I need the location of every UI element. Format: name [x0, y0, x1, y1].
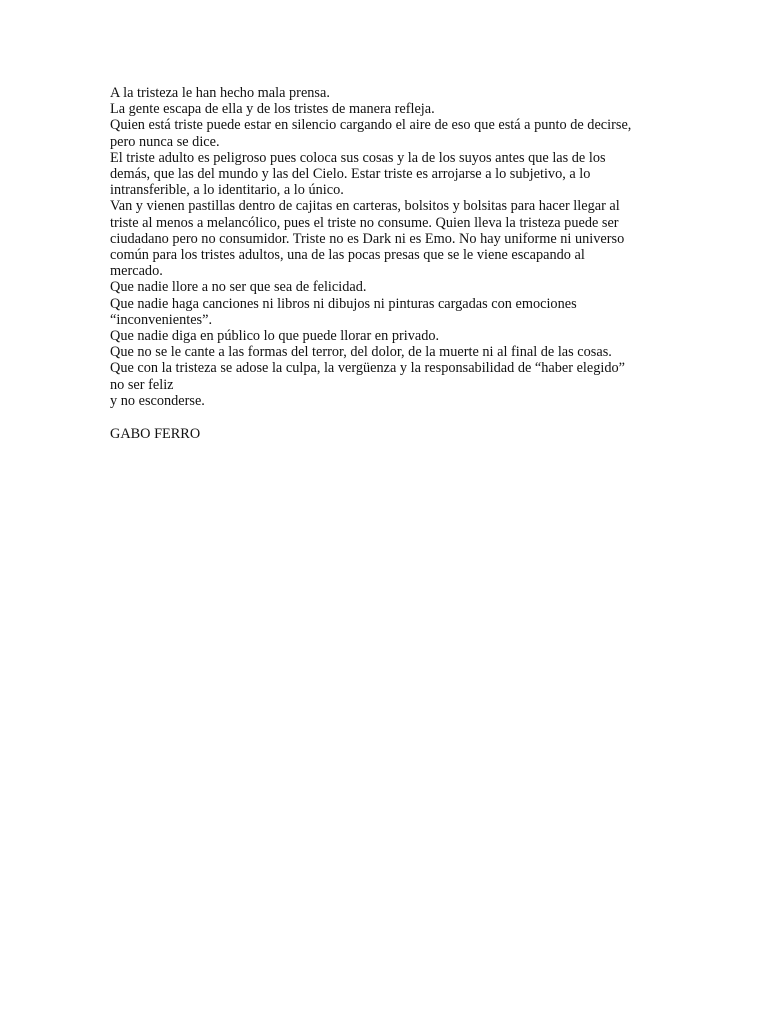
text-line: Van y vienen pastillas dentro de cajitas en carteras, bolsitos y bolsitas para hacer llegar al [110, 198, 620, 215]
text-line: triste al menos a melancólico, pues el triste no consume. Quien lleva la tristeza puede ser [110, 214, 619, 231]
text-line: y no esconderse. [110, 392, 205, 409]
text-line: Que nadie haga canciones ni libros ni dibujos ni pinturas cargadas con emociones [110, 295, 577, 312]
text-line: Quien está triste puede estar en silencio cargando el aire de eso que está a punto de decirse, [110, 117, 632, 134]
poem-text [110, 85, 670, 409]
text-line: Que nadie diga en público lo que puede llorar en privado. [110, 328, 440, 345]
text-line: ciudadano pero no consumidor. Triste no es Dark ni es Emo. No hay uniforme ni universo [110, 230, 625, 247]
text-line: “inconvenientes”. [110, 311, 213, 328]
text-line: no ser feliz [110, 376, 174, 393]
text-line: El triste adulto es peligroso pues coloca sus cosas y la de los suyos antes que las de los [110, 149, 606, 166]
text-line: Que nadie llore a no ser que sea de felicidad. [110, 279, 367, 296]
text-line: Que no se le cante a las formas del terror, del dolor, de la muerte ni al final de las cosas. [110, 344, 612, 361]
text-line: A la tristeza le han hecho mala prensa. [110, 85, 330, 101]
author-signature: GABO FERRO [110, 426, 201, 442]
text-line: pero nunca se dice. [110, 133, 220, 150]
text-line: Que con la tristeza se adose la culpa, la vergüenza y la responsabilidad de “haber elegido” [110, 360, 625, 377]
text-line: mercado. [110, 263, 163, 280]
text-line: intransferible, a lo identitario, a lo único. [110, 182, 344, 199]
text-line: La gente escapa de ella y de los tristes de manera refleja. [110, 101, 435, 118]
text-line: común para los tristes adultos, una de las pocas presas que se le viene escapando al [110, 247, 585, 264]
text-line: demás, que las del mundo y las del Cielo. Estar triste es arrojarse a lo subjetivo, a lo [110, 166, 591, 183]
